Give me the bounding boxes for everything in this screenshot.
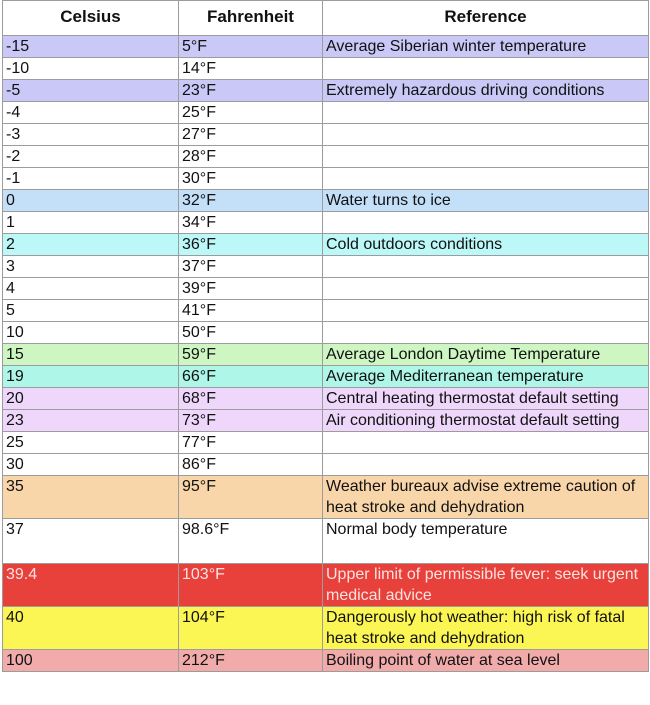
table-row (3, 344, 649, 366)
column-header-reference: Reference (323, 1, 649, 36)
table-body (3, 36, 649, 672)
table-row (3, 432, 649, 454)
table-row (3, 146, 649, 168)
table-row (3, 234, 649, 256)
fahrenheit-cell: 30°F (179, 168, 323, 190)
celsius-cell: 23 (3, 410, 179, 432)
fahrenheit-cell: 103°F (179, 564, 323, 607)
table-row (3, 102, 649, 124)
table-row (3, 650, 649, 672)
table-header (3, 1, 649, 36)
celsius-cell: 30 (3, 454, 179, 476)
reference-cell: Weather bureaux advise extreme caution of heat stroke and dehydration (323, 476, 649, 519)
table-row (3, 564, 649, 607)
reference-cell: Upper limit of permissible fever: seek urgent medical advice (323, 564, 649, 607)
celsius-cell: 20 (3, 388, 179, 410)
fahrenheit-cell: 41°F (179, 300, 323, 322)
reference-cell: Central heating thermostat default setting (323, 388, 649, 410)
table-row (3, 36, 649, 58)
fahrenheit-cell: 212°F (179, 650, 323, 672)
table-row (3, 58, 649, 80)
table-row (3, 322, 649, 344)
celsius-cell: 10 (3, 322, 179, 344)
reference-cell: Normal body temperature (323, 519, 649, 564)
table-row (3, 212, 649, 234)
table-row (3, 168, 649, 190)
celsius-cell: 4 (3, 278, 179, 300)
fahrenheit-cell: 73°F (179, 410, 323, 432)
celsius-cell: 39.4 (3, 564, 179, 607)
fahrenheit-cell: 28°F (179, 146, 323, 168)
table-row (3, 124, 649, 146)
reference-cell: Cold outdoors conditions (323, 234, 649, 256)
fahrenheit-cell: 32°F (179, 190, 323, 212)
table-row (3, 366, 649, 388)
reference-cell: Extremely hazardous driving conditions (323, 80, 649, 102)
table-row (3, 410, 649, 432)
celsius-cell: 25 (3, 432, 179, 454)
celsius-cell: 15 (3, 344, 179, 366)
fahrenheit-cell: 86°F (179, 454, 323, 476)
reference-cell (323, 454, 649, 476)
fahrenheit-cell: 23°F (179, 80, 323, 102)
reference-cell (323, 124, 649, 146)
table-row (3, 607, 649, 650)
fahrenheit-cell: 39°F (179, 278, 323, 300)
reference-cell: Boiling point of water at sea level (323, 650, 649, 672)
table-row (3, 388, 649, 410)
celsius-cell: 40 (3, 607, 179, 650)
celsius-cell: 35 (3, 476, 179, 519)
fahrenheit-cell: 59°F (179, 344, 323, 366)
fahrenheit-cell: 98.6°F (179, 519, 323, 564)
fahrenheit-cell: 5°F (179, 36, 323, 58)
table-row (3, 80, 649, 102)
reference-cell (323, 102, 649, 124)
celsius-cell: 2 (3, 234, 179, 256)
table-row (3, 300, 649, 322)
celsius-cell: -10 (3, 58, 179, 80)
reference-cell: Dangerously hot weather: high risk of fatal heat stroke and dehydration (323, 607, 649, 650)
table-row (3, 476, 649, 519)
celsius-cell: 3 (3, 256, 179, 278)
reference-cell (323, 432, 649, 454)
celsius-cell: 37 (3, 519, 179, 564)
fahrenheit-cell: 50°F (179, 322, 323, 344)
fahrenheit-cell: 68°F (179, 388, 323, 410)
celsius-cell: 5 (3, 300, 179, 322)
table-row (3, 278, 649, 300)
temperature-conversion-table (2, 0, 649, 672)
celsius-cell: 0 (3, 190, 179, 212)
reference-cell (323, 146, 649, 168)
column-header-celsius: Celsius (3, 1, 179, 36)
reference-cell (323, 322, 649, 344)
fahrenheit-cell: 37°F (179, 256, 323, 278)
reference-cell (323, 212, 649, 234)
fahrenheit-cell: 27°F (179, 124, 323, 146)
celsius-cell: -1 (3, 168, 179, 190)
celsius-cell: -3 (3, 124, 179, 146)
table-row (3, 256, 649, 278)
fahrenheit-cell: 95°F (179, 476, 323, 519)
celsius-cell: -4 (3, 102, 179, 124)
reference-cell: Air conditioning thermostat default setting (323, 410, 649, 432)
table-row (3, 519, 649, 564)
celsius-cell: -5 (3, 80, 179, 102)
celsius-cell: 19 (3, 366, 179, 388)
table-row (3, 190, 649, 212)
celsius-cell: 1 (3, 212, 179, 234)
reference-cell (323, 58, 649, 80)
celsius-cell: -15 (3, 36, 179, 58)
fahrenheit-cell: 36°F (179, 234, 323, 256)
reference-cell (323, 256, 649, 278)
fahrenheit-cell: 77°F (179, 432, 323, 454)
reference-cell: Average Siberian winter temperature (323, 36, 649, 58)
reference-cell: Average Mediterranean temperature (323, 366, 649, 388)
reference-cell: Average London Daytime Temperature (323, 344, 649, 366)
reference-cell (323, 300, 649, 322)
fahrenheit-cell: 14°F (179, 58, 323, 80)
column-header-fahrenheit: Fahrenheit (179, 1, 323, 36)
celsius-cell: 100 (3, 650, 179, 672)
reference-cell (323, 168, 649, 190)
fahrenheit-cell: 104°F (179, 607, 323, 650)
fahrenheit-cell: 34°F (179, 212, 323, 234)
celsius-cell: -2 (3, 146, 179, 168)
reference-cell (323, 278, 649, 300)
fahrenheit-cell: 66°F (179, 366, 323, 388)
reference-cell: Water turns to ice (323, 190, 649, 212)
header-row (3, 1, 649, 36)
table-row (3, 454, 649, 476)
fahrenheit-cell: 25°F (179, 102, 323, 124)
